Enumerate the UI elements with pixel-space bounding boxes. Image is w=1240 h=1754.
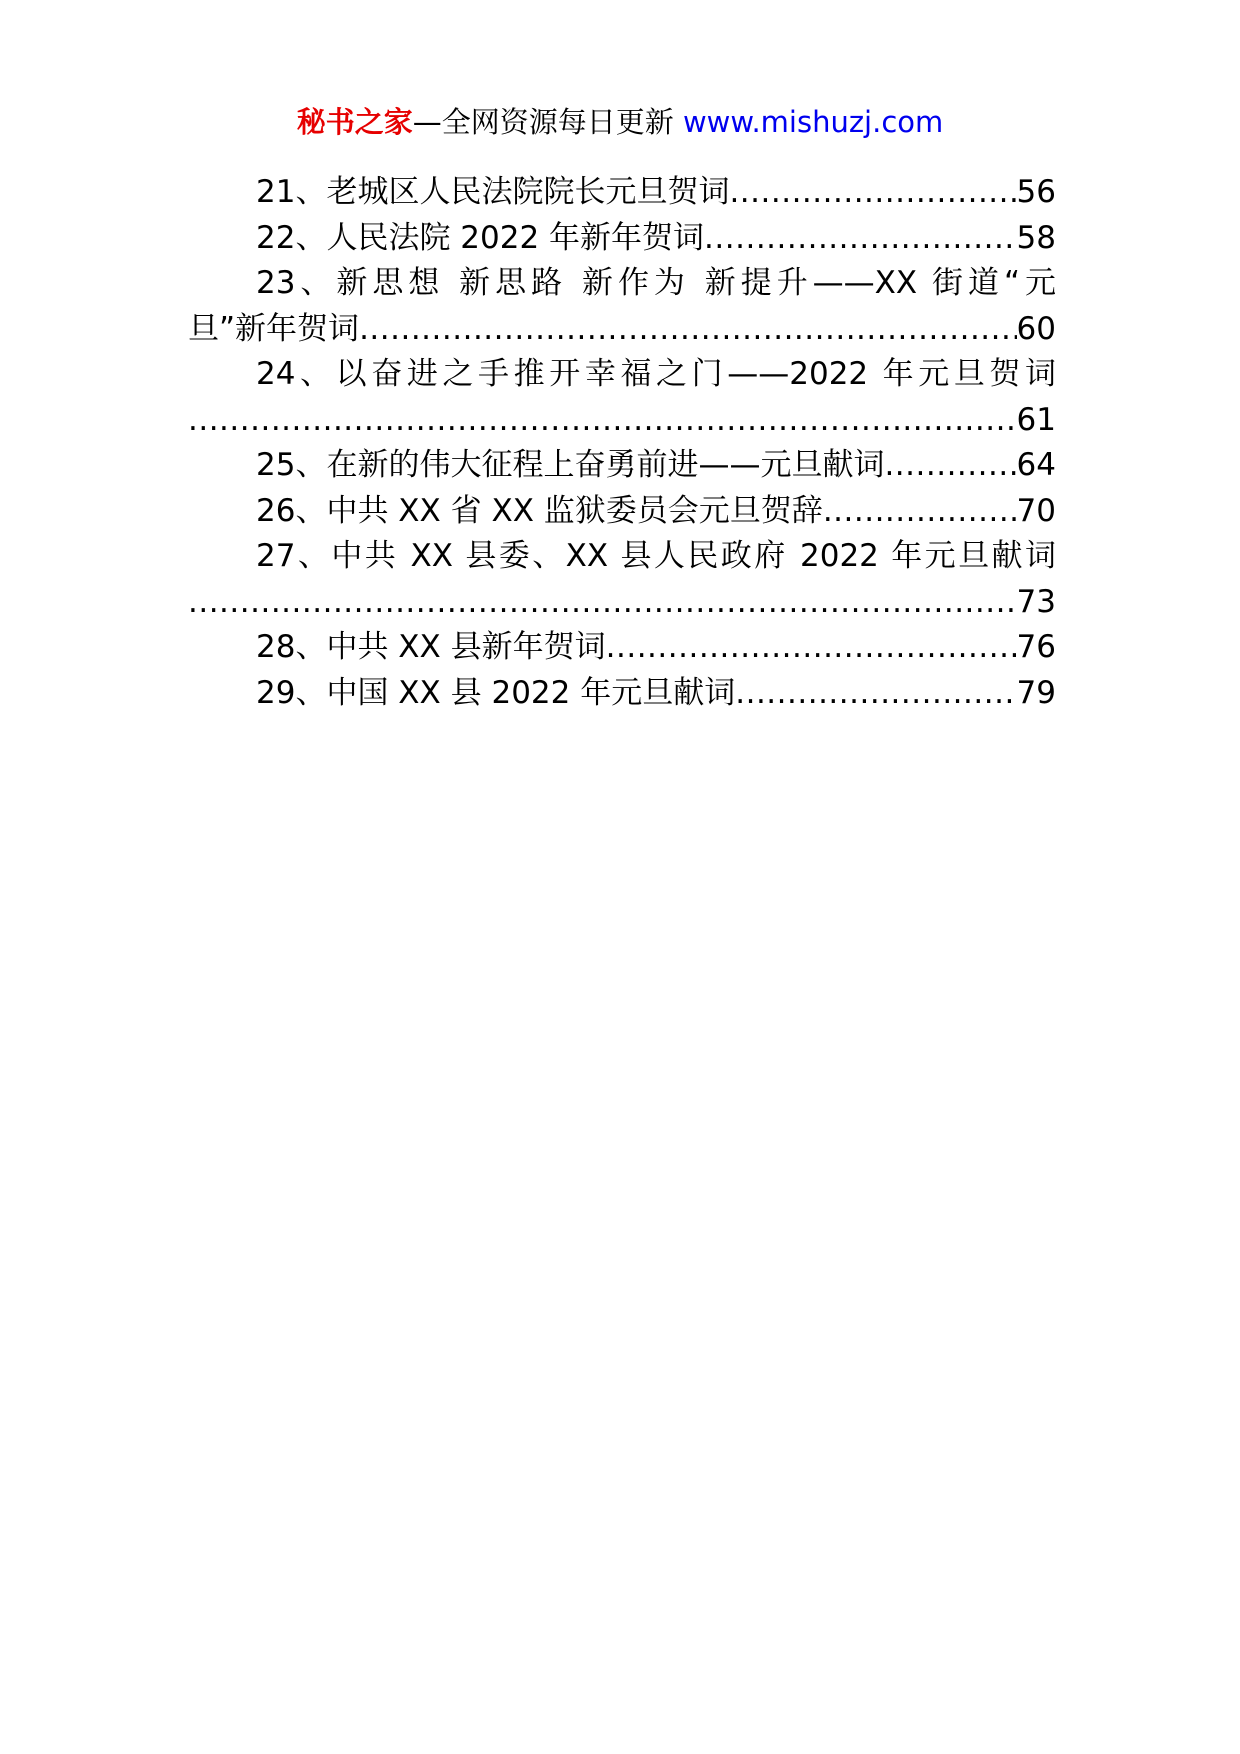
toc-entry-title-line1: 27、中共 XX 县委、XX 县人民政府 2022 年元旦献词 — [256, 538, 1056, 574]
dot-leader — [606, 625, 1017, 671]
toc-entry-24[interactable] — [188, 352, 1056, 443]
site-brand: 秘书之家 — [296, 105, 413, 139]
dot-leader — [188, 580, 1017, 626]
dot-leader — [735, 671, 1016, 717]
toc-page-number: 76 — [1016, 629, 1056, 665]
table-of-contents — [188, 170, 1056, 716]
toc-page-number: 64 — [1016, 447, 1056, 483]
page-header — [0, 102, 1240, 142]
dot-leader — [823, 489, 1017, 535]
dot-leader — [359, 307, 1016, 353]
toc-page-number: 79 — [1016, 674, 1056, 711]
toc-entry-title: 28、中共 XX 县新年贺词 — [256, 629, 606, 665]
toc-page-number: 70 — [1016, 492, 1056, 529]
toc-entry-title-line2: 旦”新年贺词 — [188, 310, 360, 347]
toc-entry-title: 29、中国 XX 县 2022 年元旦献词 — [256, 674, 736, 711]
toc-entry-title: 25、在新的伟大征程上奋勇前进——元旦献词 — [256, 447, 885, 483]
toc-entry-27[interactable] — [188, 534, 1056, 625]
toc-entry-23[interactable] — [188, 261, 1056, 352]
toc-entry-title: 26、中共 XX 省 XX 监狱委员会元旦贺辞 — [256, 492, 823, 529]
toc-entry-title: 22、人民法院 2022 年新年贺词 — [256, 219, 705, 256]
dot-leader — [729, 170, 1016, 216]
toc-entry-21[interactable] — [188, 170, 1056, 216]
toc-entry-29[interactable] — [188, 671, 1056, 717]
site-tagline: —全网资源每日更新 — [412, 105, 683, 139]
toc-page-number: 60 — [1016, 310, 1056, 347]
toc-entry-title: 21、老城区人民法院院长元旦贺词 — [256, 174, 730, 210]
toc-entry-title-line1: 23、新思想 新思路 新作为 新提升——XX 街道“元 — [256, 265, 1056, 301]
toc-entry-26[interactable] — [188, 489, 1056, 535]
site-url-link[interactable]: www.mishuzj.com — [682, 105, 944, 139]
dot-leader — [884, 443, 1016, 489]
toc-entry-28[interactable] — [188, 625, 1056, 671]
toc-entry-22[interactable] — [188, 216, 1056, 262]
toc-entry-title-line1: 24、以奋进之手推开幸福之门——2022 年元旦贺词 — [256, 356, 1056, 392]
toc-page-number: 58 — [1016, 219, 1056, 256]
toc-entry-25[interactable] — [188, 443, 1056, 489]
toc-page-number: 73 — [1016, 583, 1056, 620]
toc-page-number: 56 — [1016, 174, 1056, 210]
toc-page-number: 61 — [1016, 401, 1056, 438]
dot-leader — [188, 398, 1017, 444]
dot-leader — [704, 216, 1017, 262]
